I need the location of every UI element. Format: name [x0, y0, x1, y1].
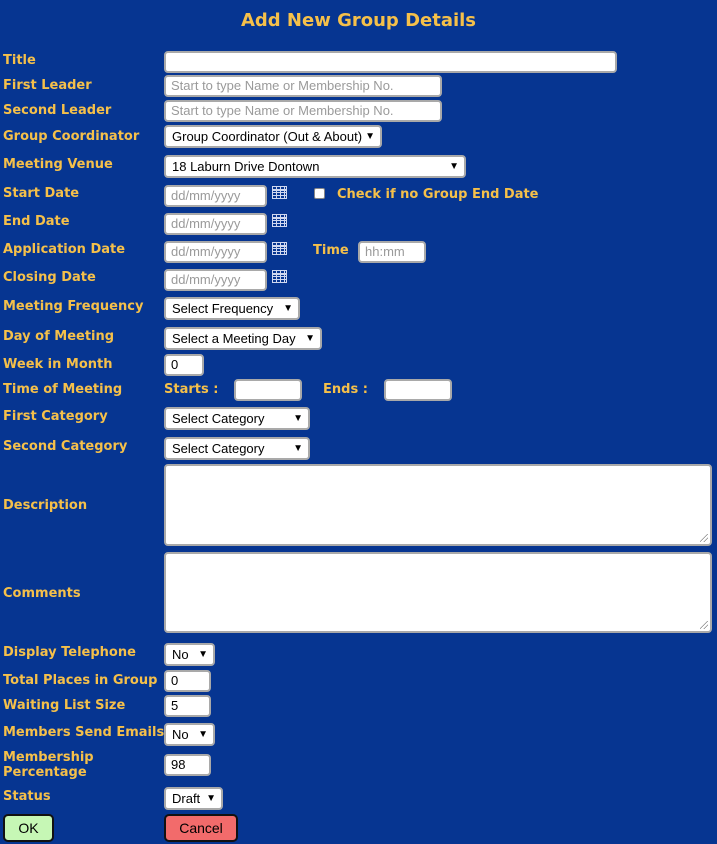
- first-leader-input[interactable]: Start to type Name or Membership No.: [164, 75, 442, 97]
- first-category-value: Select Category: [172, 411, 265, 426]
- meeting-start-time-input[interactable]: [234, 379, 302, 401]
- comments-textarea[interactable]: [164, 552, 712, 633]
- cancel-button[interactable]: Cancel: [164, 814, 238, 842]
- group-coordinator-value: Group Coordinator (Out & About): [172, 129, 363, 144]
- time-of-meeting-label: Time of Meeting: [3, 382, 123, 397]
- display-telephone-value: No: [172, 647, 189, 662]
- group-coordinator-select[interactable]: [164, 125, 382, 148]
- chevron-down-icon: ▼: [365, 131, 375, 142]
- membership-percentage-input[interactable]: 98: [164, 754, 211, 776]
- membership-percentage-label: Membership Percentage: [3, 750, 94, 780]
- closing-date-input[interactable]: dd/mm/yyyy: [164, 269, 267, 291]
- second-leader-label: Second Leader: [3, 103, 112, 118]
- second-category-value: Select Category: [172, 441, 265, 456]
- chevron-down-icon: ▼: [305, 333, 315, 344]
- week-in-month-label: Week in Month: [3, 357, 113, 372]
- page-title: Add New Group Details: [240, 10, 477, 31]
- resize-grip-icon[interactable]: [700, 621, 708, 629]
- comments-label: Comments: [3, 586, 81, 601]
- ok-button[interactable]: OK: [3, 814, 54, 842]
- display-telephone-select[interactable]: [164, 643, 215, 666]
- members-send-emails-label: Members Send Emails: [3, 725, 165, 740]
- first-leader-label: First Leader: [3, 78, 92, 93]
- members-send-emails-select[interactable]: [164, 723, 215, 746]
- meeting-frequency-select[interactable]: [164, 297, 300, 320]
- start-date-label: Start Date: [3, 186, 80, 201]
- status-value: Draft: [172, 791, 201, 806]
- meeting-venue-label: Meeting Venue: [3, 157, 113, 172]
- meeting-frequency-value: Select Frequency: [172, 301, 274, 316]
- group-coordinator-label: Group Coordinator: [3, 129, 140, 144]
- first-category-select[interactable]: [164, 407, 310, 430]
- chevron-down-icon: ▼: [293, 443, 303, 454]
- first-category-label: First Category: [3, 409, 108, 424]
- day-of-meeting-value: Select a Meeting Day: [172, 331, 296, 346]
- application-date-input[interactable]: dd/mm/yyyy: [164, 241, 267, 263]
- display-telephone-label: Display Telephone: [3, 645, 136, 660]
- week-in-month-input[interactable]: 0: [164, 354, 204, 376]
- chevron-down-icon: ▼: [206, 793, 216, 804]
- starts-label: Starts :: [164, 382, 219, 397]
- application-date-label: Application Date: [3, 242, 126, 257]
- title-input[interactable]: [164, 51, 617, 73]
- waiting-list-size-input[interactable]: 5: [164, 695, 211, 717]
- total-places-input[interactable]: 0: [164, 670, 211, 692]
- meeting-end-time-input[interactable]: [384, 379, 452, 401]
- ends-label: Ends :: [323, 382, 368, 397]
- calendar-icon[interactable]: [272, 186, 287, 199]
- day-of-meeting-label: Day of Meeting: [3, 329, 115, 344]
- second-category-label: Second Category: [3, 439, 128, 454]
- start-date-input[interactable]: dd/mm/yyyy: [164, 185, 267, 207]
- description-label: Description: [3, 498, 88, 513]
- description-textarea[interactable]: [164, 464, 712, 546]
- time-label: Time: [313, 243, 349, 258]
- second-category-select[interactable]: [164, 437, 310, 460]
- status-select[interactable]: [164, 787, 223, 810]
- waiting-list-size-label: Waiting List Size: [3, 698, 126, 713]
- title-label: Title: [3, 53, 36, 68]
- closing-date-label: Closing Date: [3, 270, 96, 285]
- end-date-input[interactable]: dd/mm/yyyy: [164, 213, 267, 235]
- no-end-date-label: Check if no Group End Date: [337, 187, 539, 202]
- meeting-venue-value: 18 Laburn Drive Dontown: [172, 159, 320, 174]
- meeting-venue-select[interactable]: [164, 155, 466, 178]
- no-end-date-checkbox[interactable]: [314, 188, 325, 199]
- status-label: Status: [3, 789, 51, 804]
- resize-grip-icon[interactable]: [700, 534, 708, 542]
- calendar-icon[interactable]: [272, 270, 287, 283]
- chevron-down-icon: ▼: [293, 413, 303, 424]
- calendar-icon[interactable]: [272, 214, 287, 227]
- chevron-down-icon: ▼: [198, 649, 208, 660]
- total-places-label: Total Places in Group: [3, 673, 158, 688]
- calendar-icon[interactable]: [272, 242, 287, 255]
- chevron-down-icon: ▼: [198, 729, 208, 740]
- chevron-down-icon: ▼: [283, 303, 293, 314]
- end-date-label: End Date: [3, 214, 70, 229]
- meeting-frequency-label: Meeting Frequency: [3, 299, 144, 314]
- second-leader-input[interactable]: Start to type Name or Membership No.: [164, 100, 442, 122]
- members-send-emails-value: No: [172, 727, 189, 742]
- chevron-down-icon: ▼: [449, 161, 459, 172]
- day-of-meeting-select[interactable]: [164, 327, 322, 350]
- application-time-input[interactable]: hh:mm: [358, 241, 426, 263]
